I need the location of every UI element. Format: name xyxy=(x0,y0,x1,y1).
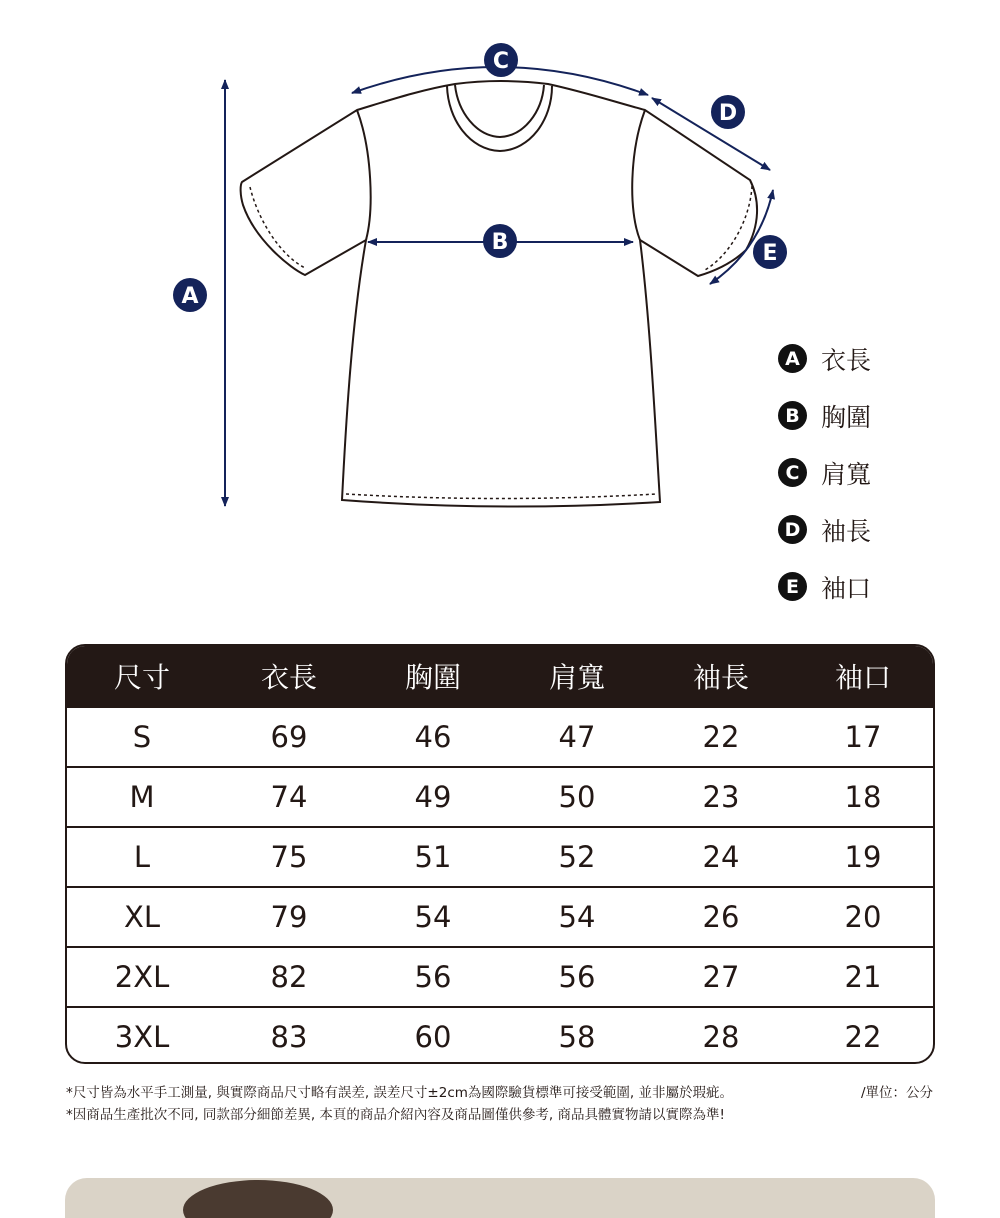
measure-arrows xyxy=(225,67,773,506)
header-size: 尺寸 xyxy=(113,661,170,694)
header-sleeve-length: 袖長 xyxy=(692,661,749,694)
legend-label-b: 胸圍 xyxy=(821,402,872,432)
cell-length: 83 xyxy=(270,1020,308,1054)
table-row xyxy=(67,886,933,946)
header-shoulder: 肩寬 xyxy=(548,661,605,694)
legend-label-a: 衣長 xyxy=(821,345,872,375)
product-photo xyxy=(65,1178,935,1218)
size-table xyxy=(65,644,935,1064)
cell-size: M xyxy=(129,780,155,814)
measurement-legend xyxy=(778,330,918,615)
cell-size: XL xyxy=(123,900,161,934)
cell-chest: 60 xyxy=(414,1020,452,1054)
legend-badge-e: E xyxy=(778,572,807,601)
cell-shoulder: 58 xyxy=(558,1020,596,1054)
cell-size: L xyxy=(133,840,151,874)
cell-chest: 56 xyxy=(414,960,452,994)
svg-text:C: C xyxy=(492,49,510,74)
svg-text:B: B xyxy=(491,230,509,255)
legend-item-a xyxy=(778,330,918,387)
unit-note: /單位：公分 xyxy=(860,1085,933,1101)
cell-length: 79 xyxy=(270,900,308,934)
cell-cuff: 17 xyxy=(844,720,882,754)
disclaimer-note: *因商品生產批次不同, 同款部分細節差異, 本頁的商品介紹內容及商品圖僅供參考, 商品具體實物請以實際為準! xyxy=(66,1107,725,1123)
cell-size: 2XL xyxy=(114,960,170,994)
model-hair xyxy=(183,1180,333,1218)
svg-text:E: E xyxy=(762,241,778,266)
cell-shoulder: 52 xyxy=(558,840,596,874)
table-row xyxy=(67,1006,933,1064)
svg-text:D: D xyxy=(718,101,738,126)
cell-length: 69 xyxy=(270,720,308,754)
tshirt-outline xyxy=(241,81,757,507)
cell-cuff: 21 xyxy=(844,960,882,994)
cell-sleeve-length: 22 xyxy=(702,720,740,754)
cell-chest: 46 xyxy=(414,720,452,754)
table-header xyxy=(67,646,933,706)
cell-cuff: 22 xyxy=(844,1020,882,1054)
cell-sleeve-length: 28 xyxy=(702,1020,740,1054)
table-row xyxy=(67,706,933,766)
arrow-d xyxy=(652,98,770,170)
cell-sleeve-length: 23 xyxy=(702,780,740,814)
cell-cuff: 20 xyxy=(844,900,882,934)
cell-cuff: 19 xyxy=(844,840,882,874)
cell-chest: 51 xyxy=(414,840,452,874)
marker-b xyxy=(483,224,517,258)
legend-label-d: 袖長 xyxy=(821,516,872,546)
legend-item-b xyxy=(778,387,918,444)
table-row xyxy=(67,766,933,826)
legend-badge-d: D xyxy=(778,515,807,544)
cell-size: S xyxy=(132,720,152,754)
cell-chest: 54 xyxy=(414,900,452,934)
cell-sleeve-length: 24 xyxy=(702,840,740,874)
svg-text:A: A xyxy=(181,284,199,309)
table-row xyxy=(67,946,933,1006)
marker-c xyxy=(484,43,518,77)
legend-badge-a: A xyxy=(778,344,807,373)
header-cuff: 袖口 xyxy=(834,661,891,694)
cell-length: 75 xyxy=(270,840,308,874)
header-chest: 胸圍 xyxy=(404,661,461,694)
cell-length: 74 xyxy=(270,780,308,814)
cell-cuff: 18 xyxy=(844,780,882,814)
cell-chest: 49 xyxy=(414,780,452,814)
legend-item-d xyxy=(778,501,918,558)
cell-length: 82 xyxy=(270,960,308,994)
cell-sleeve-length: 27 xyxy=(702,960,740,994)
cell-shoulder: 56 xyxy=(558,960,596,994)
table-row xyxy=(67,826,933,886)
cell-shoulder: 47 xyxy=(558,720,596,754)
measurement-note: *尺寸皆為水平手工測量, 與實際商品尺寸略有誤差, 誤差尺寸±2cm為國際驗貨標準可接受範圍, 並非屬於瑕疵。 xyxy=(66,1085,733,1101)
legend-label-e: 袖口 xyxy=(821,573,872,603)
cell-shoulder: 54 xyxy=(558,900,596,934)
cell-shoulder: 50 xyxy=(558,780,596,814)
legend-badge-c: C xyxy=(778,458,807,487)
legend-label-c: 肩寬 xyxy=(821,459,872,489)
marker-e xyxy=(753,235,787,269)
legend-item-c xyxy=(778,444,918,501)
legend-badge-b: B xyxy=(778,401,807,430)
header-length: 衣長 xyxy=(260,661,317,694)
marker-d xyxy=(711,95,745,129)
legend-item-e xyxy=(778,558,918,615)
marker-a xyxy=(173,278,207,312)
cell-size: 3XL xyxy=(114,1020,170,1054)
cell-sleeve-length: 26 xyxy=(702,900,740,934)
